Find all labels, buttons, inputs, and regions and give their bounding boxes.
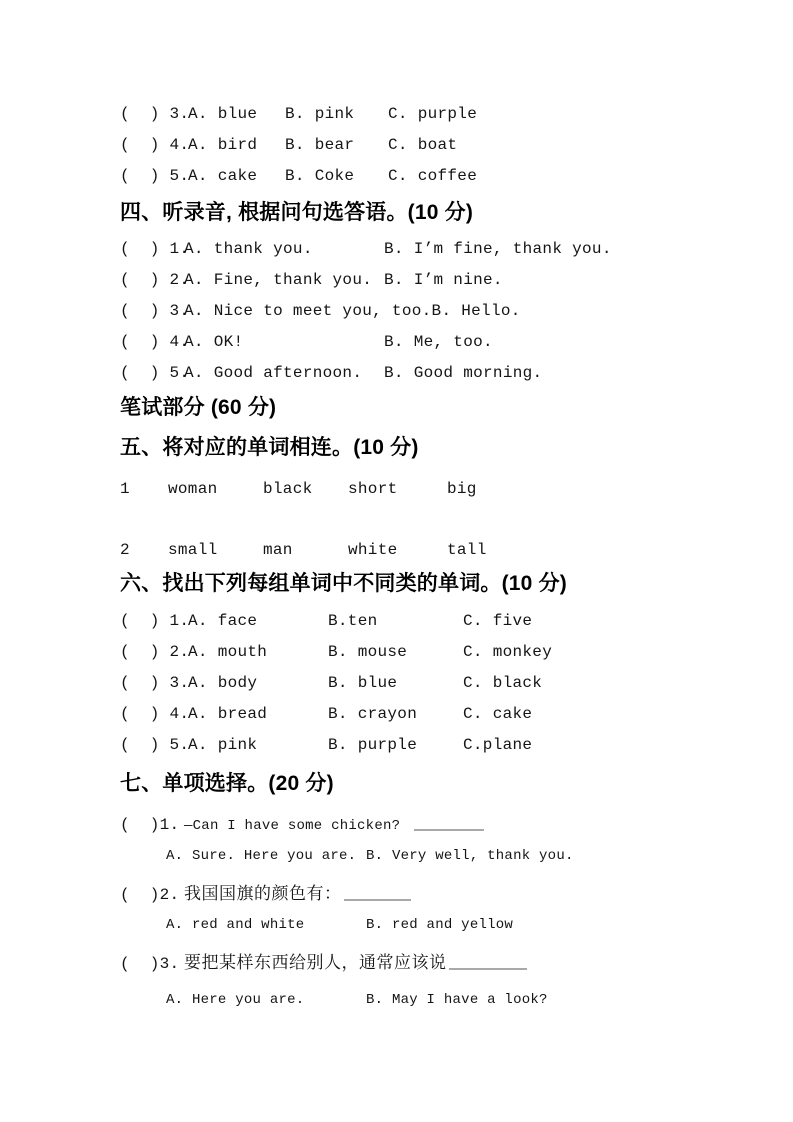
option-c: C. cake — [463, 705, 533, 723]
answer-parentheses: ( ) 5. — [120, 364, 190, 382]
option-a: A. body — [188, 674, 258, 692]
option-line — [120, 985, 763, 1015]
answer-parentheses: ( )3. — [120, 955, 180, 973]
answer-blank — [344, 899, 411, 901]
option-a: A. Nice to meet you, too. — [184, 302, 432, 320]
answer-parentheses: ( ) 4. — [120, 333, 190, 351]
choice-row — [120, 606, 763, 637]
section-word-matching — [120, 478, 763, 561]
choice-row — [120, 265, 763, 296]
option-b: B. blue — [328, 674, 398, 692]
match-word: tall — [447, 541, 487, 559]
answer-parentheses: ( ) 3. — [120, 105, 190, 123]
match-word: white — [348, 541, 398, 559]
answer-parentheses: ( ) 2. — [120, 271, 190, 289]
option-a: A. Sure. Here you are. — [166, 848, 357, 864]
option-c: C. purple — [388, 105, 478, 123]
option-a: A. Good afternoon. — [184, 364, 363, 382]
match-word: black — [263, 480, 313, 498]
option-line — [120, 841, 763, 871]
section7-heading: 七、单项选择。(20 分) — [120, 772, 334, 795]
question-text: —Can I have some chicken? — [184, 818, 401, 834]
answer-parentheses: ( ) 3. — [120, 302, 190, 320]
option-b: B. mouse — [328, 643, 408, 661]
answer-parentheses: ( ) 1. — [120, 240, 190, 258]
option-b: B. Good morning. — [384, 364, 543, 382]
option-b: B. red and yellow — [366, 917, 514, 933]
question-text: 要把某样东西给别人，通常应该说 — [184, 953, 447, 972]
section-single-choice — [120, 810, 763, 1015]
match-word: big — [447, 480, 477, 498]
option-a: A. blue — [188, 105, 258, 123]
option-a: A. pink — [188, 736, 258, 754]
option-b: B. Very well, thank you. — [366, 848, 574, 864]
question-line — [120, 879, 763, 910]
choice-row — [120, 161, 763, 192]
option-c: C. coffee — [388, 167, 478, 185]
choice-row — [120, 99, 763, 130]
answer-parentheses: ( ) 4. — [120, 705, 190, 723]
option-b: B. May I have a look? — [366, 992, 548, 1008]
answer-parentheses: ( ) 2. — [120, 643, 190, 661]
section-listening-words — [120, 99, 763, 192]
option-b: B. bear — [285, 136, 355, 154]
match-word: woman — [168, 480, 218, 498]
option-a: A. face — [188, 612, 258, 630]
option-a: A. bird — [188, 136, 258, 154]
answer-parentheses: ( )1. — [120, 816, 180, 834]
question-line — [120, 810, 763, 841]
question-text: 我国国旗的颜色有： — [184, 884, 342, 903]
option-c: C. five — [463, 612, 533, 630]
row-number: 2 — [120, 541, 130, 559]
option-b: B. Hello. — [431, 302, 521, 320]
choice-row — [120, 234, 763, 265]
option-c: C. boat — [388, 136, 458, 154]
answer-parentheses: ( ) 5. — [120, 167, 190, 185]
section-listening-answers — [120, 234, 763, 389]
option-b: B. crayon — [328, 705, 418, 723]
option-a: A. red and white — [166, 917, 305, 933]
option-line — [120, 910, 763, 940]
option-a: A. OK! — [184, 333, 244, 351]
choice-row — [120, 668, 763, 699]
option-a: A. mouth — [188, 643, 268, 661]
choice-row — [120, 730, 763, 761]
option-b: B. pink — [285, 105, 355, 123]
choice-row — [120, 296, 763, 327]
option-a: A. cake — [188, 167, 258, 185]
answer-parentheses: ( ) 1. — [120, 612, 190, 630]
choice-row — [120, 699, 763, 730]
option-b: B. Me, too. — [384, 333, 493, 351]
option-b: B. I’m fine, thank you. — [384, 240, 612, 258]
question-line — [120, 948, 763, 979]
row-number: 1 — [120, 480, 130, 498]
written-part-heading: 笔试部分 (60 分) — [120, 396, 277, 419]
match-word: small — [168, 541, 218, 559]
match-row — [120, 478, 763, 500]
answer-blank — [449, 968, 527, 970]
answer-blank — [414, 829, 484, 831]
option-b: B. purple — [328, 736, 418, 754]
section-odd-one-out — [120, 606, 763, 761]
choice-row — [120, 327, 763, 358]
option-b: B. I’m nine. — [384, 271, 503, 289]
option-b: B. Coke — [285, 167, 355, 185]
choice-row — [120, 358, 763, 389]
option-a: A. bread — [188, 705, 268, 723]
section5-heading: 五、将对应的单词相连。(10 分) — [120, 436, 419, 459]
choice-row — [120, 637, 763, 668]
option-c: C.plane — [463, 736, 533, 754]
option-a: A. Fine, thank you. — [184, 271, 373, 289]
section6-heading: 六、找出下列每组单词中不同类的单词。(10 分) — [120, 572, 567, 595]
option-a: A. thank you. — [184, 240, 313, 258]
section4-heading: 四、听录音, 根据问句选答语。(10 分) — [120, 201, 474, 224]
answer-parentheses: ( ) 4. — [120, 136, 190, 154]
match-row — [120, 539, 763, 561]
answer-parentheses: ( ) 3. — [120, 674, 190, 692]
option-c: C. monkey — [463, 643, 553, 661]
match-word: short — [348, 480, 398, 498]
answer-parentheses: ( ) 5. — [120, 736, 190, 754]
match-word: man — [263, 541, 293, 559]
answer-parentheses: ( )2. — [120, 886, 180, 904]
option-b: B.ten — [328, 612, 378, 630]
option-a: A. Here you are. — [166, 992, 305, 1008]
option-c: C. black — [463, 674, 543, 692]
choice-row — [120, 130, 763, 161]
